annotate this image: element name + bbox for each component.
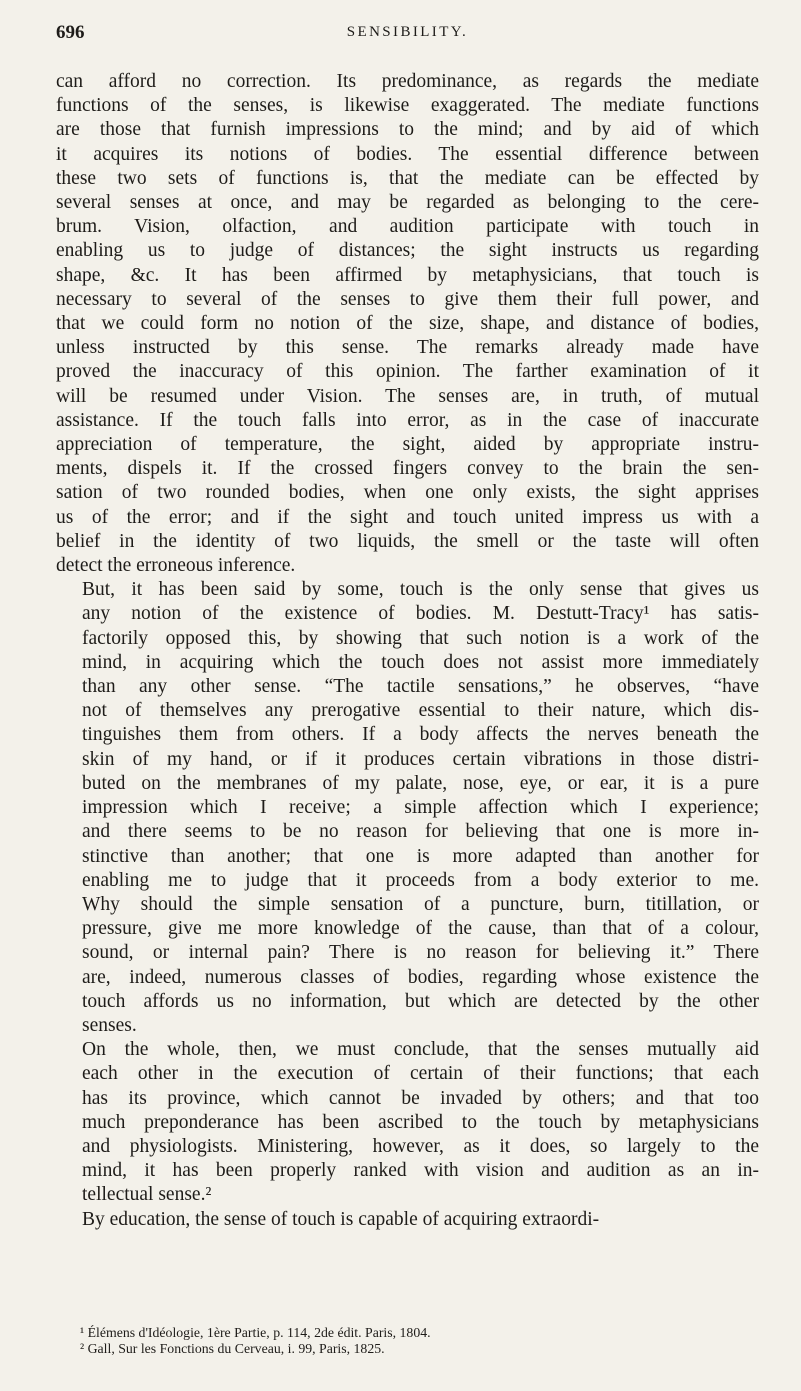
text-line: impression which I receive; a simple affection which I experience; [82,797,759,819]
text-line: proved the inaccuracy of this opinion. The farther examination of it [56,361,759,383]
paragraph [56,578,759,1038]
text-line: factorily opposed this, by showing that such notion is a work of the [82,627,759,649]
text-line: several senses at once, and may be regarded as belonging to the cere- [56,192,759,214]
text-line: belief in the identity of two liquids, the smell or the taste will often [56,530,759,552]
text-line: skin of my hand, or if it produces certain vibrations in those distri- [82,748,759,770]
text-line: enabling us to judge of distances; the sight instructs us regarding [56,240,759,262]
text-line: mind, in acquiring which the touch does not assist more immediately [82,651,759,673]
text-line: enabling me to judge that it proceeds from a body exterior to me. [82,869,759,891]
text-line: Why should the simple sensation of a puncture, burn, titillation, or [82,893,759,915]
paragraph [56,70,759,578]
running-head: SENSIBILITY. [346,24,469,40]
text-line: But, it has been said by some, touch is the only sense that gives us [82,579,759,601]
text-line: functions of the senses, is likewise exaggerated. The mediate functions [56,95,759,117]
text-line: pressure, give me more knowledge of the cause, than that of a colour, [82,918,759,940]
text-line: that we could form no notion of the size, shape, and distance of bodies, [56,313,759,335]
text-line: buted on the membranes of my palate, nose, eye, or ear, it is a pure [82,772,759,794]
footnote: ² Gall, Sur les Fonctions du Cerveau, i. 99, Paris, 1825. [80,1341,385,1356]
page-number: 696 [56,22,85,43]
text-line: detect the erroneous inference. [56,555,296,577]
text-line: mind, it has been properly ranked with vision and audition as an in- [82,1160,759,1182]
text-line: us of the error; and if the sight and touch united impress us with a [56,506,759,528]
text-line: each other in the execution of certain of their functions; that each [82,1063,759,1085]
paragraph [56,1208,759,1232]
text-line: tellectual sense.² [82,1184,212,1206]
footnotes [80,1325,759,1357]
text-line: unless instructed by this sense. The remarks already made have [56,337,759,359]
text-line: these two sets of functions is, that the mediate can be effected by [56,167,759,189]
text-line: much preponderance has been ascribed to the touch by metaphysicians [82,1111,759,1133]
footnote: ¹ Élémens d'Idéologie, 1ère Partie, p. 114, 2de édit. Paris, 1804. [80,1325,431,1340]
page-header [56,22,759,48]
text-line: ments, dispels it. If the crossed fingers convey to the brain the sen- [56,458,759,480]
text-line: has its province, which cannot be invaded by others; and that too [82,1087,759,1109]
text-line: stinctive than another; that one is more adapted than another for [82,845,759,867]
text-line: On the whole, then, we must conclude, that the senses mutually aid [82,1039,759,1061]
text-line: and there seems to be no reason for believing that one is more in- [82,821,759,843]
text-line: will be resumed under Vision. The senses are, in truth, of mutual [56,385,759,407]
text-line: assistance. If the touch falls into error, as in the case of inaccurate [56,409,759,431]
text-line: touch affords us no information, but which are detected by the other [82,990,759,1012]
text-line: necessary to several of the senses to give them their full power, and [56,288,759,310]
text-line: are those that furnish impressions to the mind; and by aid of which [56,119,759,141]
text-line: appreciation of temperature, the sight, aided by appropriate instru- [56,434,759,456]
text-line: sound, or internal pain? There is no reason for believing it.” There [82,942,759,964]
text-line: are, indeed, numerous classes of bodies, regarding whose existence the [82,966,759,988]
text-line: can afford no correction. Its predominance, as regards the mediate [56,71,759,92]
body-text [56,70,759,1232]
text-line: not of themselves any prerogative essential to their nature, which dis- [82,700,759,722]
text-line: it acquires its notions of bodies. The essential difference between [56,143,759,165]
text-line: and physiologists. Ministering, however, as it does, so largely to the [82,1135,759,1157]
text-line: By education, the sense of touch is capable of acquiring extraordi- [82,1208,600,1230]
text-line: sation of two rounded bodies, when one only exists, the sight apprises [56,482,759,504]
text-line: tinguishes them from others. If a body affects the nerves beneath the [82,724,759,746]
text-line: any notion of the existence of bodies. M. Destutt-Tracy¹ has satis- [82,603,759,625]
text-line: senses. [82,1014,137,1036]
text-line: shape, &c. It has been affirmed by metaphysicians, that touch is [56,264,759,286]
text-line: brum. Vision, olfaction, and audition participate with touch in [56,216,759,238]
paragraph [56,1038,759,1207]
text-line: than any other sense. “The tactile sensations,” he observes, “have [82,676,759,698]
